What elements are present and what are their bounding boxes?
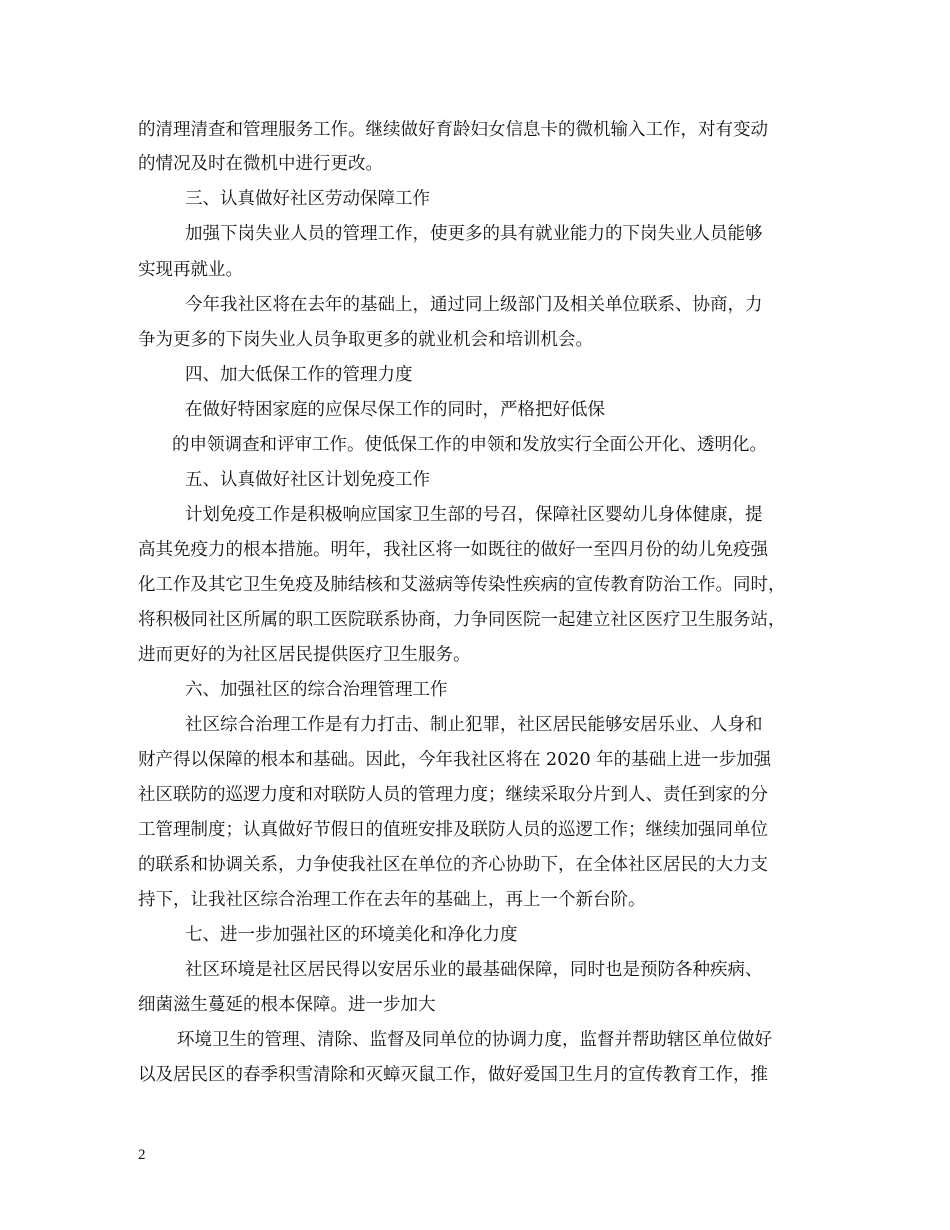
text-line: 化工作及其它卫生免疫及肺结核和艾滋病等传染性疾病的宣传教育防治工作。同时，	[138, 575, 786, 595]
text-line: 将积极同社区所属的职工医院联系协商，力争同医院一起建立社区医疗卫生服务站，	[138, 610, 786, 630]
text-line: 争为更多的下岗失业人员争取更多的就业机会和培训机会。	[138, 330, 593, 350]
text-line: 的联系和协调关系，力争使我社区在单位的齐心协助下，在全体社区居民的大力支	[138, 855, 768, 875]
text-line: 在做好特困家庭的应保尽保工作的同时，严格把好低保	[185, 400, 605, 420]
text-line: 细菌滋生蔓延的根本保障。进一步加大	[138, 995, 436, 1015]
text-line: 的清理清查和管理服务工作。继续做好育龄妇女信息卡的微机输入工作，对有变动	[138, 120, 768, 140]
text-line: 加强下岗失业人员的管理工作，使更多的具有就业能力的下岗失业人员能够	[185, 224, 763, 244]
text-line: 以及居民区的春季积雪清除和灭蟑灭鼠工作，做好爱国卫生月的宣传教育工作，推	[138, 1065, 768, 1085]
section-heading: 七、进一步加强社区的环境美化和净化力度	[185, 925, 518, 945]
section-heading: 六、加强社区的综合治理管理工作	[185, 680, 448, 700]
text-line: 持下，让我社区综合治理工作在去年的基础上，再上一个新台阶。	[138, 890, 646, 910]
text-line: 工管理制度；认真做好节假日的值班安排及联防人员的巡逻工作；继续加强同单位	[138, 820, 768, 840]
text-line: 社区联防的巡逻力度和对联防人员的管理力度；继续采取分片到人、责任到家的分	[138, 785, 768, 805]
text-line: 今年我社区将在去年的基础上，通过同上级部门及相关单位联系、协商，力	[185, 295, 763, 315]
text-line: 实现再就业。	[138, 260, 243, 280]
text-line: 的申领调查和评审工作。使低保工作的申领和发放实行全面公开化、透明化。	[172, 435, 767, 455]
text-line: 计划免疫工作是积极响应国家卫生部的号召，保障社区婴幼儿身体健康，提	[185, 505, 763, 525]
text-line: 社区综合治理工作是有力打击、制止犯罪，社区居民能够安居乐业、人身和	[185, 715, 763, 735]
section-heading: 三、认真做好社区劳动保障工作	[185, 189, 430, 209]
section-heading: 五、认真做好社区计划免疫工作	[185, 470, 430, 490]
text-line: 社区环境是社区居民得以安居乐业的最基础保障，同时也是预防各种疾病、	[185, 960, 763, 980]
text-line: 进而更好的为社区居民提供医疗卫生服务。	[138, 645, 471, 665]
text-line: 财产得以保障的根本和基础。因此，今年我社区将在 2020 年的基础上进一步加强	[138, 750, 772, 770]
page-number: 2	[138, 1147, 146, 1163]
section-heading: 四、加大低保工作的管理力度	[185, 365, 413, 385]
text-line: 的情况及时在微机中进行更改。	[138, 154, 383, 174]
text-line: 环境卫生的管理、清除、监督及同单位的协调力度，监督并帮助辖区单位做好	[177, 1030, 772, 1050]
text-line: 高其免疫力的根本措施。明年，我社区将一如既往的做好一至四月份的幼儿免疫强	[138, 540, 768, 560]
